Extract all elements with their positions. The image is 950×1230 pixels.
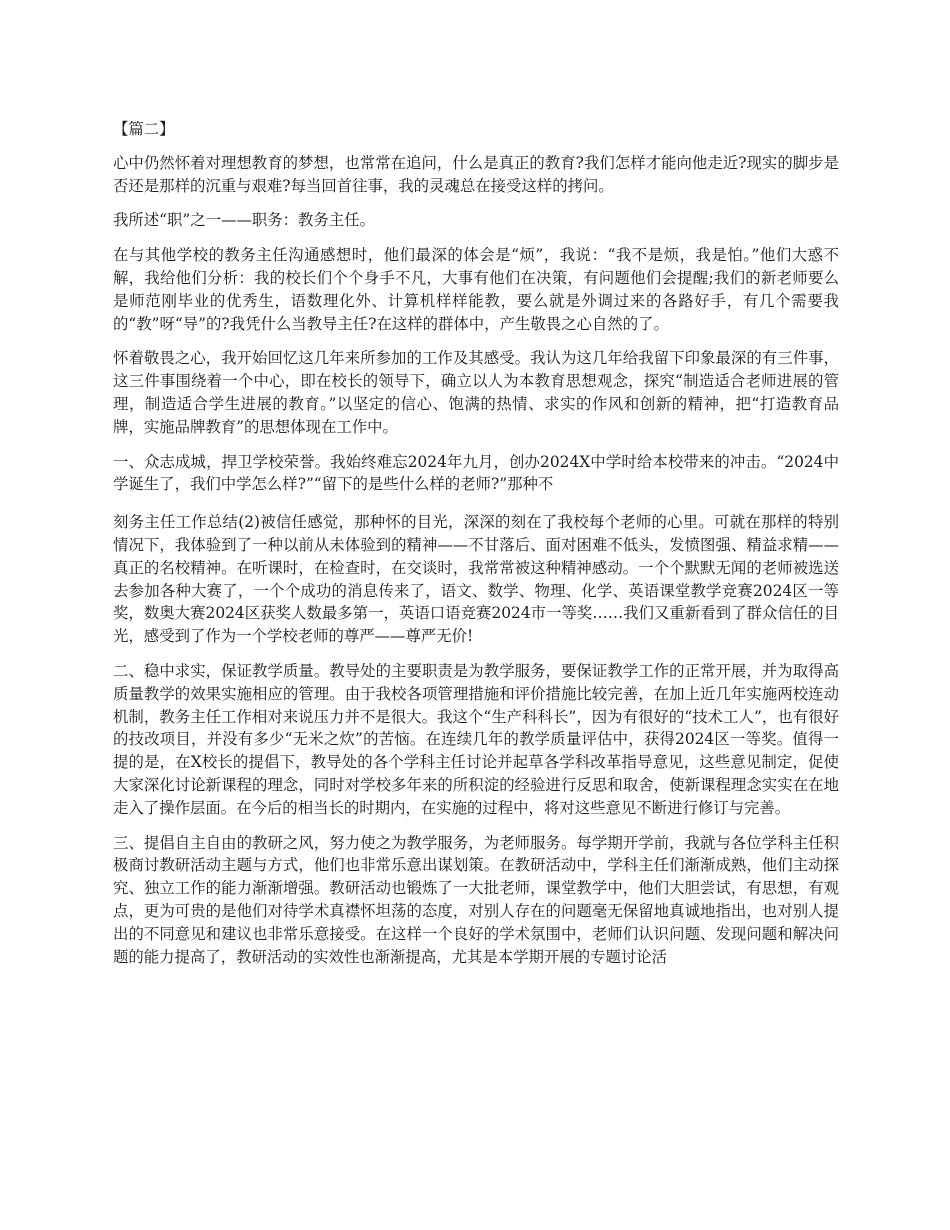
paragraph-position: 我所述“职”之一——职务：教务主任。 <box>113 211 375 230</box>
paragraph-point-two: 二、稳中求实，保证教学质量。教导处的主要职责是为教学服务，要保证教学工作的正常开展，并为取得高质量教学的效果实施相应的管理。由于我校各项管理措施和评价措施比较完善，在加上近几年实施两校连动机制，教务主任工作相对来说压力并不是很大。我这个“生产科科长”，因为有很好的“技术工人”，也有很好的技改项目，并没有多少“无米之炊”的苦恼。在连续几年的教学质量评估中，获得2024区一等奖。值得一提的是，在X校长的提倡下，教导处的各个学科主任讨论并起草各学科改革指导意见，这些意见制定，促使大家深化讨论新课程的理念，同时对学校多年来的所积淀的经验进行反思和取舍，使新课程理念实实在在地走入了操作层面。在今后的相当长的时期内，在实施的过程中，将对这些意见不断进行修订与完善。 <box>113 661 839 817</box>
paragraph-communication: 在与其他学校的教务主任沟通感想时，他们最深的体会是“烦”，我说：“我不是烦，我是怕。”他们大惑不解，我给他们分析：我的校长们个个身手不凡，大事有他们在决策，有问题他们会提醒;我们的新老师要么是师范刚毕业的优秀生，语数理化外、计算机样样能教，要么就是外调过来的各路好手，有几个需要我的“教”呀“导”的?我凭什么当教导主任?在这样的群体中，产生敬畏之心自然的了。 <box>113 246 839 333</box>
paragraph-reverence: 怀着敬畏之心，我开始回忆这几年来所参加的工作及其感受。我认为这几年给我留下印象最深的有三件事，这三件事围绕着一个中心，即在校长的领导下，确立以人为本教育思想观念，探究“制造适合老师进展的管理，制造适合学生进展的教育。”以坚定的信心、饱满的热情、求实的作风和创新的精神，把“打造教育品牌，实施品牌教育”的思想体现在工作中。 <box>113 349 839 436</box>
document-page <box>113 118 839 980</box>
paragraph-point-three: 三、提倡自主自由的教研之风，努力使之为教学服务，为老师服务。每学期开学前，我就与各位学科主任积极商讨教研活动主题与方式，他们也非常乐意出谋划策。在教研活动中，学科主任们渐渐成熟，他们主动探究、独立工作的能力渐渐增强。教研活动也锻炼了一大批老师，课堂教学中，他们大胆尝试，有思想，有观点，更为可贵的是他们对待学术真襟怀坦荡的态度，对别人存在的问题毫无保留地真诚地指出，也对别人提出的不同意见和建议也非常乐意接受。在这样一个良好的学术氛围中，老师们认识问题、发现问题和解决问题的能力提高了，教研活动的实效性也渐渐提高，尤其是本学期开展的专题讨论活 <box>113 833 839 966</box>
paragraph-intro: 心中仍然怀着对理想教育的梦想，也常常在追问，什么是真正的教育?我们怎样才能向他走近?现实的脚步是否还是那样的沉重与艰难?每当回首往事，我的灵魂总在接受这样的拷问。 <box>113 153 839 195</box>
section-heading: 【篇二】 <box>113 120 175 138</box>
paragraph-point-one: 一、众志成城，捍卫学校荣誉。我始终难忘2024年九月，创办2024X中学时给本校带来的冲击。“2024中学诞生了，我们中学怎么样?”“留下的是些什么样的老师?”那种不 <box>113 452 839 494</box>
paragraph-point-one-continued: 刻务主任工作总结(2)被信任感觉，那种怀的目光，深深的刻在了我校每个老师的心里。可就在那样的特别情况下，我体验到了一种以前从未体验到的精神——不甘落后、面对困难不低头，发愤图强、精益求精——真正的名校精神。在听课时，在检查时，在交谈时，我常常被这种精神感动。一个个默默无闻的老师被选送去参加各种大赛了，一个个成功的消息传来了，语文、数学、物理、化学、英语课堂教学竞赛2024区一等奖，数奥大赛2024区获奖人数最多第一，英语口语竞赛2024市一等奖……我们又重新看到了群众信任的目光，感受到了作为一个学校老师的尊严——尊严无价! <box>113 513 839 646</box>
